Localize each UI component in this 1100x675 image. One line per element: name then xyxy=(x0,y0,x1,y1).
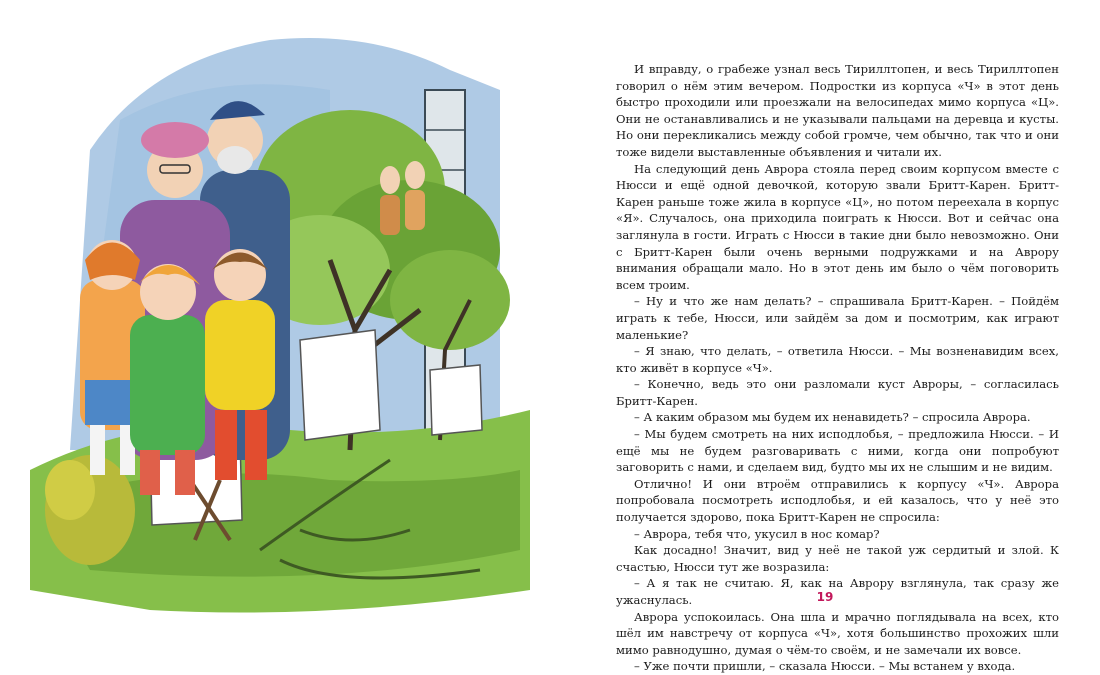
page-number: 19 xyxy=(816,590,834,604)
left-page xyxy=(0,0,550,638)
paragraph: – Мы будем смотреть на них исподлобья, – предложила Нюсси. – И ещё мы не будем разговаривать с ними, когда они попробуют заговорить с нами, и сделаем вид, будто мы их не слышим и не видим. xyxy=(616,427,1059,475)
picture-illustration xyxy=(30,30,550,620)
paragraph: – А я так не считаю. Я, как на Аврору взглянула, так сразу же ужаснулась. xyxy=(616,576,1059,607)
paragraph: На следующий день Аврора стояла перед своим корпусом вместе с Нюсси и ещё одной девочкой, которую звали Бритт-Карен. Бритт-Карен раньше тоже жила в корпусе «Ц», но потом переехала в корпус «Я». Случалось, она приходила поиграть к Нюсси. Вот и сейчас она заглянула в гости. Играть с Нюсси в такие дни было невозможно. Они с Бритт-Карен были очень верными подружками и на Аврору внимания обращали мало. Но в этот день им было о чём поговорить всем троим. xyxy=(616,161,1059,292)
paragraph: Аврора успокоилась. Она шла и мрачно поглядывала на всех, кто шёл им навстречу от корпуса «Ч», хотя большинство прохожих шли мимо равнодушно, думая о чём-то своём, и не замечали их вовсе. xyxy=(616,609,1059,657)
paragraph: – Аврора, тебя что, укусил в нос комар? xyxy=(634,526,880,541)
paragraph: Как досадно! Значит, вид у неё не такой уж сердитый и злой. К счастью, Нюсси тут же возразила: xyxy=(616,543,1059,574)
paragraph: И вправду, о грабеже узнал весь Тириллтопен, и весь Тириллтопен говорил о нём этим вечером. Подростки из корпуса «Ч» в этот день быстро проходили или проезжали на велосипедах мимо корпуса «Ц». Они не останавливались и не указывали пальцами на деревца и кусты. Но они перекликались между собой громче, чем обычно, так что и они тоже видели выставленные объявления и читали их. xyxy=(616,62,1059,159)
right-page xyxy=(550,0,1100,674)
body-text xyxy=(616,61,1059,675)
paragraph: – Конечно, ведь это они разломали куст Авроры, – согласилась Бритт-Карен. xyxy=(616,377,1059,408)
paragraph: – Ну и что же нам делать? – спрашивала Бритт-Карен. – Пойдём играть к тебе, Нюсси, или зайдём за дом и посмотрим, как играют маленькие? xyxy=(616,294,1059,342)
paragraph: – А каким образом мы будем их ненавидеть? – спросила Аврора. xyxy=(634,410,1031,425)
paragraph: – Уже почти пришли, – сказала Нюсси. – Мы встанем у входа. xyxy=(634,659,1016,674)
paragraph: – Я знаю, что делать, – ответила Нюсси. – Мы возненавидим всех, кто живёт в корпусе «Ч». xyxy=(616,344,1059,375)
paragraph: Отлично! И они втроём отправились к корпусу «Ч». Аврора попробовала посмотреть исподлобья, и ей казалось, что у неё это получается здорово, пока Бритт-Карен не спросила: xyxy=(616,476,1059,525)
